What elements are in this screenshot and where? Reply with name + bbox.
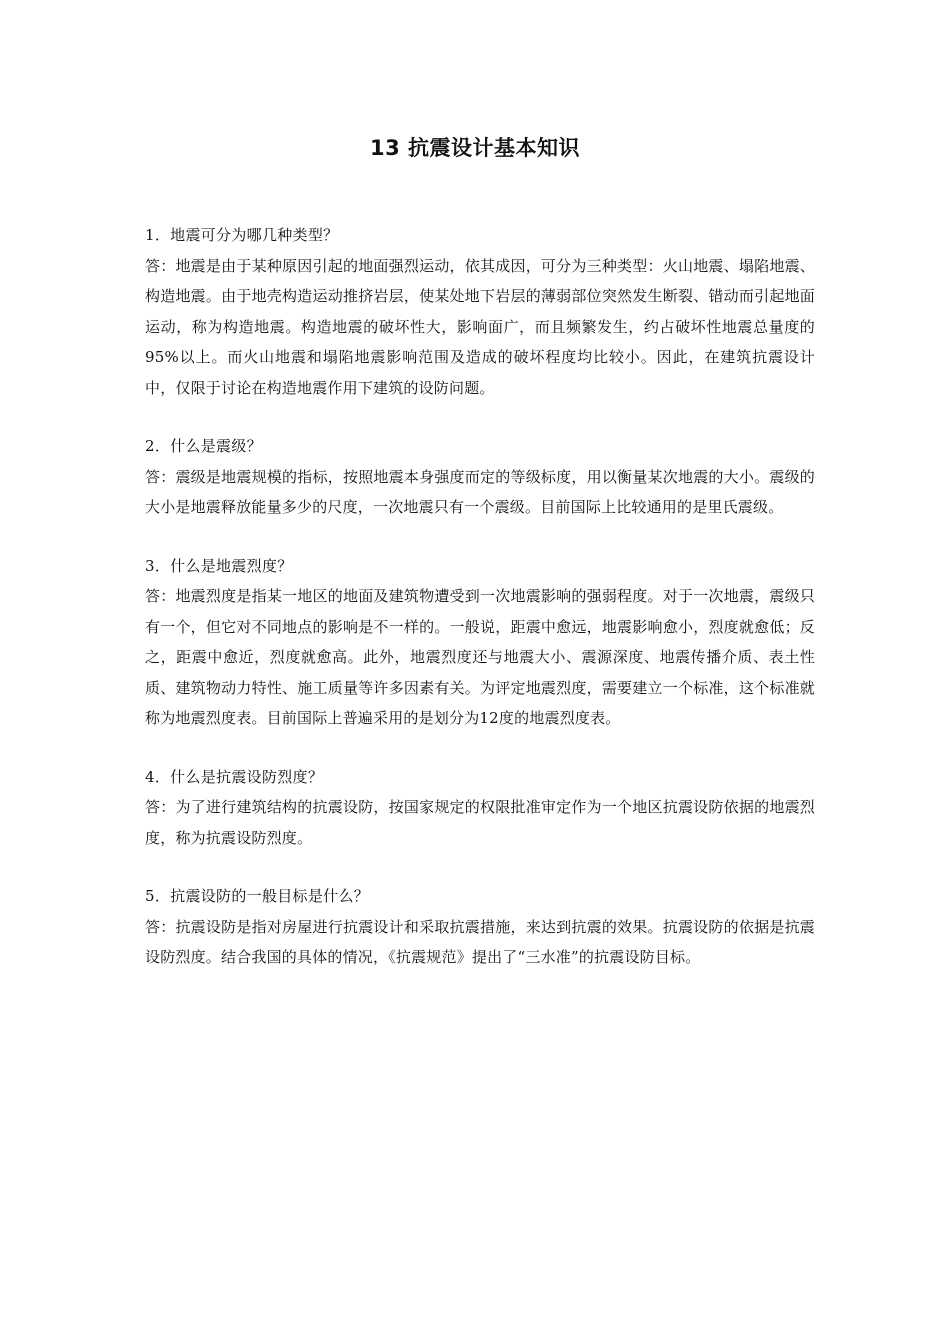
qa-section-3 xyxy=(145,551,815,734)
qa-section-4 xyxy=(145,762,815,854)
answer-1: 答：地震是由于某种原因引起的地面强烈运动，依其成因，可分为三种类型：火山地震、塌陷地震、构造地震。由于地壳构造运动推挤岩层，使某处地下岩层的薄弱部位突然发生断裂、错动而引起地面运动，称为构造地震。构造地震的破坏性大，影响面广，而且频繁发生，约占破坏性地震总量度的95%以上。而火山地震和塌陷地震影响范围及造成的破坏程度均比较小。因此，在建筑抗震设计中，仅限于讨论在构造地震作用下建筑的设防问题。 xyxy=(145,256,815,397)
document-title: 13 抗震设计基本知识 xyxy=(369,136,581,160)
qa-section-2 xyxy=(145,431,815,523)
answer-5: 答：抗震设防是指对房屋进行抗震设计和采取抗震措施，来达到抗震的效果。抗震设防的依据是抗震设防烈度。结合我国的具体的情况，《抗震规范》提出了“三水准”的抗震设防目标。 xyxy=(145,917,815,966)
answer-3: 答：地震烈度是指某一地区的地面及建筑物遭受到一次地震影响的强弱程度。对于一次地震，震级只有一个，但它对不同地点的影响是不一样的。一般说，距震中愈远，地震影响愈小，烈度就愈低；反之，距震中愈近，烈度就愈高。此外，地震烈度还与地震大小、震源深度、地震传播介质、表土性质、建筑物动力特性、施工质量等许多因素有关。为评定地震烈度，需要建立一个标准，这个标准就称为地震烈度表。目前国际上普遍采用的是划分为12度的地震烈度表。 xyxy=(145,587,815,727)
question-5: 5．抗震设防的一般目标是什么？ xyxy=(145,887,370,905)
qa-section-5 xyxy=(145,881,815,973)
question-2: 2．什么是震级？ xyxy=(145,437,262,455)
qa-section-1 xyxy=(145,220,815,403)
question-3: 3．什么是地震烈度？ xyxy=(145,556,293,575)
question-4: 4．什么是抗震设防烈度？ xyxy=(145,767,324,786)
answer-2: 答：震级是地震规模的指标，按照地震本身强度而定的等级标度，用以衡量某次地震的大小。震级的大小是地震释放能量多少的尺度，一次地震只有一个震级。目前国际上比较通用的是里氏震级。 xyxy=(145,467,815,516)
document-body xyxy=(145,220,815,1001)
answer-4: 答：为了进行建筑结构的抗震设防，按国家规定的权限批准审定作为一个地区抗震设防依据的地震烈度，称为抗震设防烈度。 xyxy=(145,798,815,847)
question-1: 1．地震可分为哪几种类型？ xyxy=(145,226,339,244)
